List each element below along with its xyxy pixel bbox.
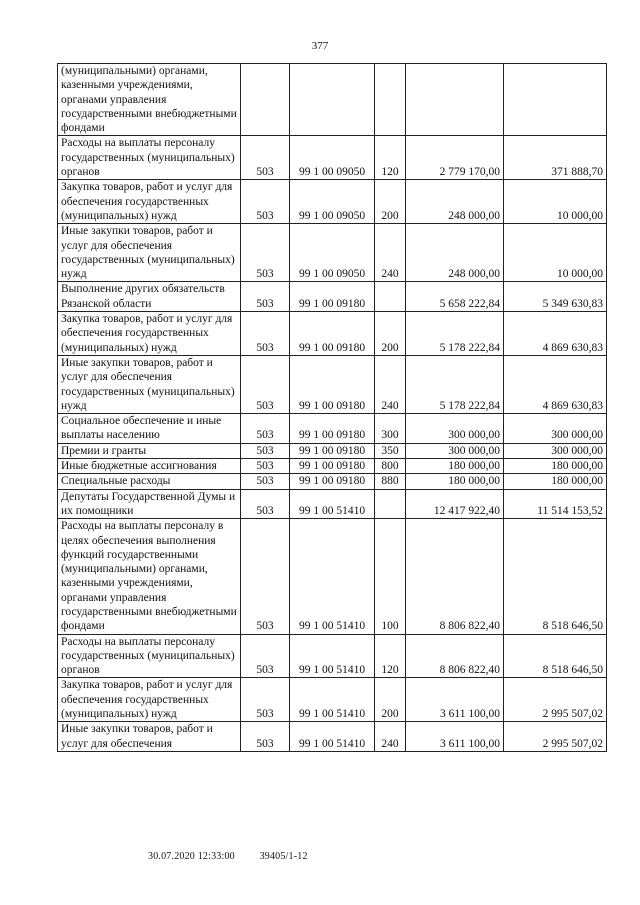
cell-amount-executed: 8 518 646,50 <box>504 634 607 678</box>
cell-section-code: 503 <box>241 519 290 634</box>
cell-section-code: 503 <box>241 489 290 519</box>
cell-amount-planned: 5 178 222,84 <box>406 355 504 413</box>
cell-target-code: 99 1 00 09050 <box>290 224 375 282</box>
table-row <box>58 414 607 444</box>
cell-expense-name: Социальное обеспечение и иные выплаты населению <box>58 414 241 444</box>
cell-expense-type-code: 240 <box>375 224 406 282</box>
table-row <box>58 474 607 489</box>
cell-amount-executed: 10 000,00 <box>504 224 607 282</box>
cell-expense-name: Иные бюджетные ассигнования <box>58 459 241 474</box>
cell-target-code: 99 1 00 09180 <box>290 355 375 413</box>
cell-amount-executed: 2 995 507,02 <box>504 722 607 752</box>
cell-target-code: 99 1 00 09180 <box>290 282 375 312</box>
table-row <box>58 678 607 722</box>
cell-expense-type-code: 300 <box>375 414 406 444</box>
cell-expense-name: Расходы на выплаты персоналу государственных (муниципальных) органов <box>58 136 241 180</box>
cell-section-code: 503 <box>241 722 290 752</box>
cell-amount-planned: 248 000,00 <box>406 224 504 282</box>
cell-amount-planned: 3 611 100,00 <box>406 722 504 752</box>
table-row <box>58 459 607 474</box>
budget-table-body <box>58 64 607 752</box>
cell-amount-executed: 11 514 153,52 <box>504 489 607 519</box>
cell-target-code: 99 1 00 51410 <box>290 489 375 519</box>
cell-amount-executed: 4 869 630,83 <box>504 312 607 356</box>
footer-doc-code: 39405/1-12 <box>259 851 308 862</box>
cell-expense-name: Закупка товаров, работ и услуг для обеспечения государственных (муниципальных) нужд <box>58 678 241 722</box>
cell-amount-executed: 4 869 630,83 <box>504 355 607 413</box>
cell-section-code: 503 <box>241 634 290 678</box>
cell-expense-name: Премии и гранты <box>58 443 241 458</box>
cell-expense-type-code: 120 <box>375 634 406 678</box>
cell-amount-planned: 300 000,00 <box>406 414 504 444</box>
cell-section-code: 503 <box>241 312 290 356</box>
cell-section-code: 503 <box>241 224 290 282</box>
cell-expense-name: Специальные расходы <box>58 474 241 489</box>
cell-target-code: 99 1 00 09180 <box>290 414 375 444</box>
cell-target-code <box>290 64 375 136</box>
cell-expense-name: Иные закупки товаров, работ и услуг для обеспечения государственных (муниципальных) нужд <box>58 355 241 413</box>
cell-amount-planned: 8 806 822,40 <box>406 519 504 634</box>
cell-expense-name: Расходы на выплаты персоналу государственных (муниципальных) органов <box>58 634 241 678</box>
cell-amount-planned: 5 658 222,84 <box>406 282 504 312</box>
cell-target-code: 99 1 00 09050 <box>290 180 375 224</box>
cell-expense-name: Иные закупки товаров, работ и услуг для обеспечения государственных (муниципальных) нужд <box>58 224 241 282</box>
cell-expense-type-code <box>375 64 406 136</box>
cell-amount-executed: 180 000,00 <box>504 459 607 474</box>
cell-expense-name: Депутаты Государственной Думы и их помощники <box>58 489 241 519</box>
table-row <box>58 312 607 356</box>
cell-expense-type-code: 200 <box>375 678 406 722</box>
cell-target-code: 99 1 00 09050 <box>290 136 375 180</box>
table-row <box>58 722 607 752</box>
cell-target-code: 99 1 00 51410 <box>290 678 375 722</box>
table-row <box>58 224 607 282</box>
cell-amount-planned: 12 417 922,40 <box>406 489 504 519</box>
cell-target-code: 99 1 00 09180 <box>290 474 375 489</box>
footer-datetime: 30.07.2020 12:33:00 <box>148 851 235 862</box>
cell-expense-type-code: 200 <box>375 180 406 224</box>
cell-amount-planned: 2 779 170,00 <box>406 136 504 180</box>
cell-section-code: 503 <box>241 282 290 312</box>
table-row <box>58 519 607 634</box>
cell-expense-type-code: 350 <box>375 443 406 458</box>
cell-section-code: 503 <box>241 474 290 489</box>
page-number: 377 <box>311 40 329 52</box>
cell-amount-planned: 8 806 822,40 <box>406 634 504 678</box>
cell-expense-name: Выполнение других обязательств Рязанской области <box>58 282 241 312</box>
cell-amount-executed: 2 995 507,02 <box>504 678 607 722</box>
cell-expense-type-code: 100 <box>375 519 406 634</box>
cell-amount-executed: 300 000,00 <box>504 443 607 458</box>
cell-section-code: 503 <box>241 355 290 413</box>
cell-target-code: 99 1 00 09180 <box>290 459 375 474</box>
cell-section-code: 503 <box>241 443 290 458</box>
table-row <box>58 282 607 312</box>
cell-expense-type-code <box>375 282 406 312</box>
cell-amount-planned: 5 178 222,84 <box>406 312 504 356</box>
cell-expense-type-code: 120 <box>375 136 406 180</box>
cell-amount-executed: 8 518 646,50 <box>504 519 607 634</box>
cell-section-code: 503 <box>241 459 290 474</box>
cell-expense-type-code: 240 <box>375 355 406 413</box>
table-row <box>58 443 607 458</box>
cell-amount-planned: 300 000,00 <box>406 443 504 458</box>
cell-amount-executed: 300 000,00 <box>504 414 607 444</box>
cell-expense-name: Закупка товаров, работ и услуг для обеспечения государственных (муниципальных) нужд <box>58 312 241 356</box>
cell-target-code: 99 1 00 51410 <box>290 722 375 752</box>
table-row <box>58 355 607 413</box>
cell-expense-type-code: 800 <box>375 459 406 474</box>
cell-section-code: 503 <box>241 180 290 224</box>
cell-target-code: 99 1 00 51410 <box>290 519 375 634</box>
cell-expense-name: Закупка товаров, работ и услуг для обеспечения государственных (муниципальных) нужд <box>58 180 241 224</box>
cell-amount-planned: 180 000,00 <box>406 474 504 489</box>
table-row <box>58 136 607 180</box>
cell-section-code: 503 <box>241 136 290 180</box>
cell-amount-executed: 5 349 630,83 <box>504 282 607 312</box>
cell-target-code: 99 1 00 51410 <box>290 634 375 678</box>
table-row <box>58 489 607 519</box>
cell-expense-type-code: 240 <box>375 722 406 752</box>
cell-amount-planned: 248 000,00 <box>406 180 504 224</box>
cell-amount-executed: 180 000,00 <box>504 474 607 489</box>
cell-section-code: 503 <box>241 414 290 444</box>
cell-expense-type-code: 880 <box>375 474 406 489</box>
cell-section-code: 503 <box>241 678 290 722</box>
cell-target-code: 99 1 00 09180 <box>290 443 375 458</box>
cell-amount-planned: 3 611 100,00 <box>406 678 504 722</box>
budget-table <box>57 63 607 752</box>
page-footer <box>148 851 330 862</box>
cell-amount-executed <box>504 64 607 136</box>
cell-target-code: 99 1 00 09180 <box>290 312 375 356</box>
cell-amount-executed: 10 000,00 <box>504 180 607 224</box>
cell-expense-name: Иные закупки товаров, работ и услуг для обеспечения <box>58 722 241 752</box>
cell-expense-type-code: 200 <box>375 312 406 356</box>
cell-expense-type-code <box>375 489 406 519</box>
table-row <box>58 64 607 136</box>
table-row <box>58 180 607 224</box>
cell-amount-executed: 371 888,70 <box>504 136 607 180</box>
cell-amount-planned <box>406 64 504 136</box>
cell-expense-name: (муниципальными) органами, казенными учреждениями, органами управления государственными внебюджетными фондами <box>58 64 241 136</box>
cell-expense-name: Расходы на выплаты персоналу в целях обеспечения выполнения функций государственными (муниципальными) органами, казенными учреждениями, органами управления государственными внебюджетными фондами <box>58 519 241 634</box>
table-row <box>58 634 607 678</box>
cell-section-code <box>241 64 290 136</box>
cell-amount-planned: 180 000,00 <box>406 459 504 474</box>
